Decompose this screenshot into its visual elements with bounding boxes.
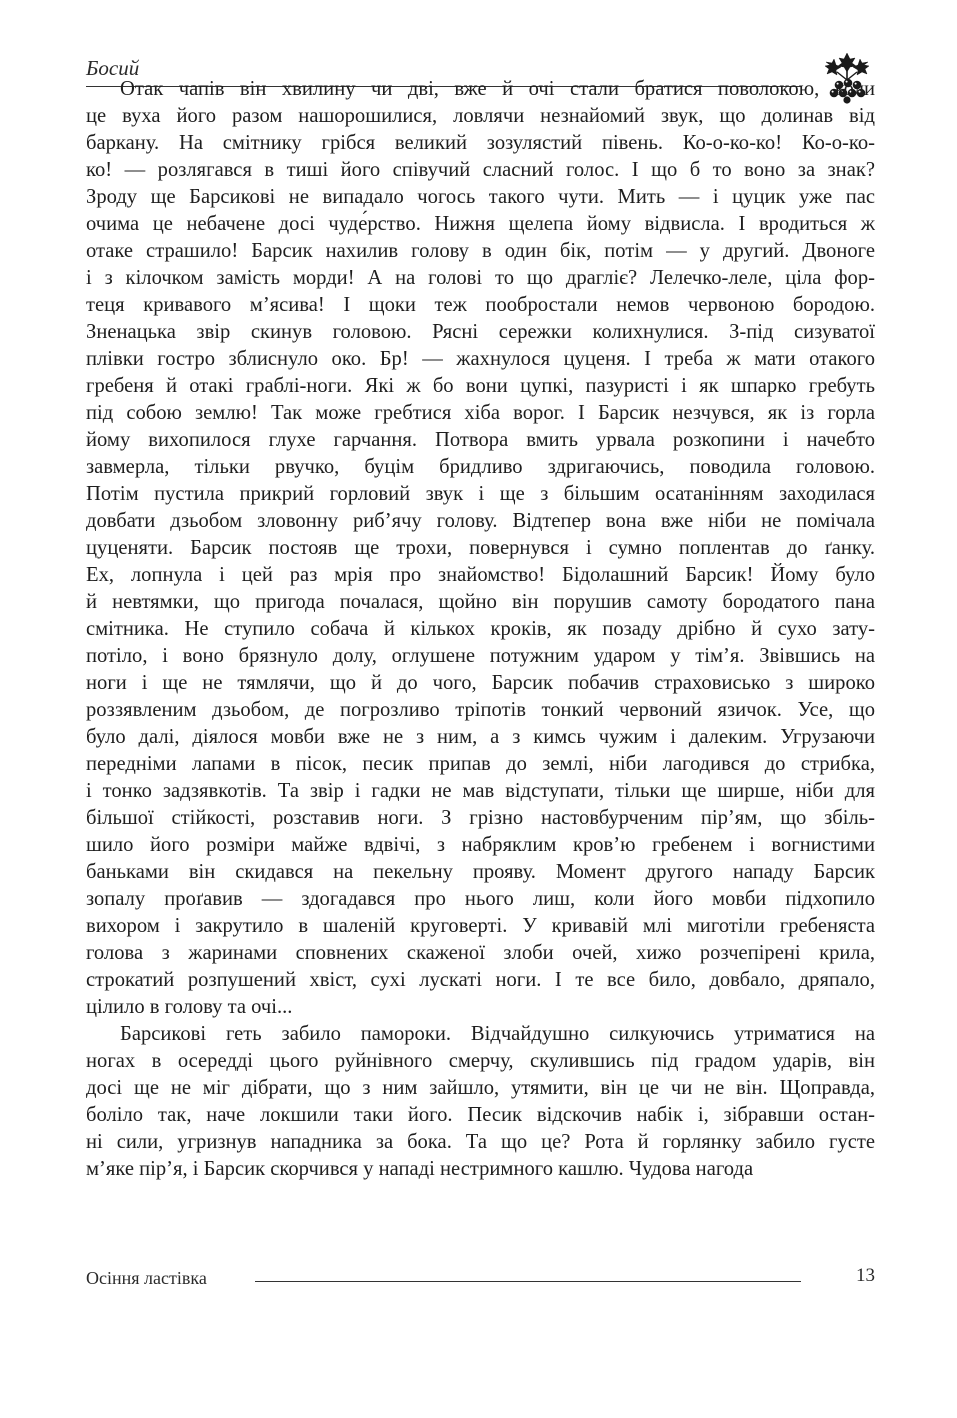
text-line: Ех, лопнула і цей раз мрія про знайомство! Бідолашний Барсик! Йому було bbox=[86, 564, 875, 586]
text-line: й невтямки, що пригода почалася, щойно він порушив самоту бородатого пана bbox=[86, 591, 875, 613]
text-line: і тонко задзявкотів. Та звір і гадки не мав відступати, тільки ще ширше, ніби для bbox=[86, 780, 875, 802]
text-line: гребеня й отакі граблі-ноги. Які ж бо вони цупкі, пазуристі і як шпарко гребуть bbox=[86, 375, 875, 397]
text-line: шило його розміри майже вдвічі, з набряклим кров’ю гребенем і вогнистими bbox=[86, 834, 875, 856]
text-line: передніми лапами в пісок, песик припав до землі, ніби лагодився до стрибка, bbox=[86, 753, 875, 775]
text-line: боліло так, наче локшили таки його. Песик відскочив набік і, зібравши остан- bbox=[86, 1104, 875, 1126]
text-line: це вуха його разом нашорошилися, ловлячи незнайомий звук, що долинав від bbox=[86, 105, 875, 127]
footer-book-title: Осіння ластівка bbox=[86, 1268, 207, 1288]
text-line: і з кілочком замість морди! А на голові то що драгліє? Лелечко-леле, ціла фор- bbox=[86, 267, 875, 289]
running-head-title: Босий bbox=[86, 56, 140, 80]
text-line: очима це небачене досі чуде́рство. Нижня щелепа йому відвисла. І вродиться ж bbox=[86, 213, 875, 235]
text-line: досі ще не міг дібрати, що з ним зайшло, утямити, він це чи не він. Щоправда, bbox=[86, 1077, 875, 1099]
text-line: отаке страшило! Барсик нахилив голову в один бік, потім — у другий. Двоноге bbox=[86, 240, 875, 262]
text-line: голова з жаринами сповнених скаженої злоби очей, хижо розчепірені крила, bbox=[86, 942, 875, 964]
text-line: теця кривавого м’ясива! І щоки теж пообростали немов червоною бородою. bbox=[86, 294, 875, 316]
footer-rule bbox=[255, 1281, 801, 1282]
text-line: ко! — розлягався в тиші його співучий сласний голос. І що б то воно за знак? bbox=[86, 159, 875, 181]
text-line: зопалу проґавив — здогадався про нього лиш, коли його мовби підхопило bbox=[86, 888, 875, 910]
text-line: смітника. Не ступило собача й кількох кроків, як позаду дрібно й сухо зату- bbox=[86, 618, 875, 640]
text-line: йому вихопилося глухе гарчання. Потвора вмить урвала розкопини і начебто bbox=[86, 429, 875, 451]
text-line: роззявленим дзьобом, де погрозливо тріпотів тонкий червоний язичок. Усе, що bbox=[86, 699, 875, 721]
text-line: завмерла, тільки рвучко, буцім бридливо здригаючись, поводила головою. bbox=[86, 456, 875, 478]
text-line: цілило в голову та очі... bbox=[86, 996, 293, 1018]
text-line: Отак чапів він хвилину чи дві, вже й очі стали братися поволокою, коли bbox=[120, 78, 875, 100]
text-line: Зроду ще Барсикові не випадало чогось такого чути. Мить — і цуцик уже пас bbox=[86, 186, 875, 208]
text-line: ногах в осередді цього руйнівного смерчу, скулившись під градом ударів, він bbox=[86, 1050, 875, 1072]
text-line: потіло, і воно брязнуло долу, оглушене потужним ударом у тім’я. Звівшись на bbox=[86, 645, 875, 667]
text-line: під собою землю! Так може гребтися хіба ворог. І Барсик незчувся, як із горла bbox=[86, 402, 875, 424]
text-line: Барсикові геть забило памороки. Відчайдушно силкуючись утриматися на bbox=[120, 1023, 875, 1045]
text-line: м’яке пір’я, і Барсик скорчився у нападі нестримного кашлю. Чудова нагода bbox=[86, 1158, 754, 1180]
text-line: більшої стійкості, розставив ноги. З грізно настовбурченим пір’ям, що збіль- bbox=[86, 807, 875, 829]
text-line: ні сили, угризнув нападника за бока. Та що це? Рота й горлянку забило густе bbox=[86, 1131, 875, 1153]
text-line: баньками він скидався на пекельну прояву. Момент другого нападу Барсик bbox=[86, 861, 875, 883]
text-line: вихором і закрутило в шаленій круговерті. У кривавій млі миготіли гребеняста bbox=[86, 915, 875, 937]
body-text bbox=[86, 76, 875, 1183]
text-line: було далі, діялося мовби вже не з ним, а з кимсь чужим і далеким. Угрузаючи bbox=[86, 726, 875, 748]
paragraph bbox=[86, 76, 875, 1021]
text-line: баркану. На смітнику грібся великий зозулястий півень. Ко-о-ко-ко! Ко-о-ко- bbox=[86, 132, 875, 154]
text-line: довбати дзьобом зловонну риб’ячу голову. Відтепер вона вже ніби не помічала bbox=[86, 510, 875, 532]
paragraph bbox=[86, 1021, 875, 1183]
text-line: Потім пустила прикрий горловий звук і ще з більшим осатанінням заходилася bbox=[86, 483, 875, 505]
text-line: Зненацька звір скинув головою. Рясні сережки колихнулися. З-під сизуватої bbox=[86, 321, 875, 343]
text-line: строкатий розпушений хвіст, сухі лускаті ноги. І те все било, довбало, дряпало, bbox=[86, 969, 875, 991]
text-line: ноги і ще не тямлячи, що й до чого, Барсик побачив страховисько з широко bbox=[86, 672, 875, 694]
page-number: 13 bbox=[856, 1265, 875, 1286]
text-line: цуценяти. Барсик постояв ще трохи, повернувся і сумно поплентав до ґанку. bbox=[86, 537, 875, 559]
text-line: плівки гостро зблиснуло око. Бр! — жахнулося цуценя. І треба ж мати отакого bbox=[86, 348, 875, 370]
